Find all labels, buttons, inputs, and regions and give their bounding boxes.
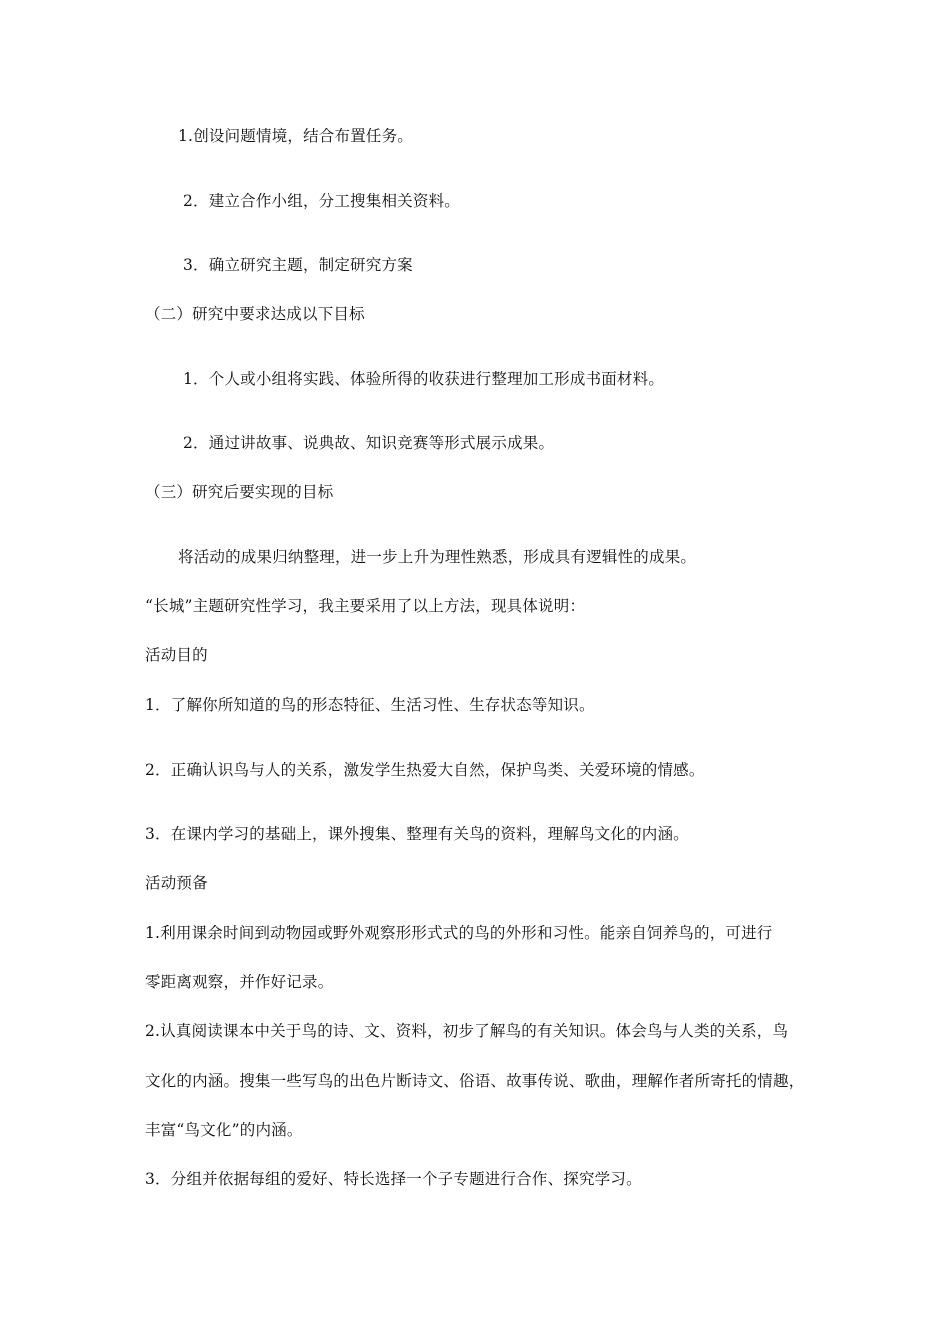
step-before-1: 1.创设问题情境，结合布置任务。	[178, 127, 413, 145]
section-two-heading: （二）研究中要求达成以下目标	[145, 305, 365, 323]
prep-item-2-line-2: 文化的内涵。搜集一些写鸟的出色片断诗文、俗语、故事传说、歌曲，理解作者所寄托的情趣，	[145, 1072, 805, 1090]
step-during-2: 2．通过讲故事、说典故、知识竞赛等形式展示成果。	[183, 434, 555, 452]
purpose-item-3: 3．在课内学习的基础上，课外搜集、整理有关鸟的资料，理解鸟文化的内涵。	[145, 825, 689, 843]
prep-item-2-line-3: 丰富“鸟文化”的内涵。	[145, 1121, 303, 1139]
prep-heading: 活动预备	[145, 874, 208, 892]
step-before-2: 2．建立合作小组，分工搜集相关资料。	[183, 192, 460, 210]
prep-item-1-line-2: 零距离观察，并作好记录。	[145, 973, 334, 991]
step-during-1: 1．个人或小组将实践、体验所得的收获进行整理加工形成书面材料。	[183, 370, 665, 388]
prep-item-1-line-1: 1.利用课余时间到动物园或野外观察形形式式的鸟的外形和习性。能亲自饲养鸟的，可进行	[145, 924, 773, 942]
step-before-3: 3．确立研究主题，制定研究方案	[183, 256, 413, 274]
purpose-heading: 活动目的	[145, 646, 208, 664]
purpose-item-1: 1．了解你所知道的鸟的形态特征、生活习性、生存状态等知识。	[145, 696, 595, 714]
section-three-heading: （三）研究后要实现的目标	[145, 483, 334, 501]
prep-item-2-line-1: 2.认真阅读课本中关于鸟的诗、文、资料，初步了解鸟的有关知识。体会鸟与人类的关系，鸟	[145, 1022, 789, 1040]
after-goal-paragraph: 将活动的成果归纳整理，进一步上升为理性熟悉，形成具有逻辑性的成果。	[178, 548, 697, 566]
purpose-item-2: 2．正确认识鸟与人的关系，激发学生热爱大自然，保护鸟类、关爱环境的情感。	[145, 761, 705, 779]
great-wall-note: “长城”主题研究性学习，我主要采用了以上方法，现具体说明：	[145, 597, 586, 615]
prep-item-3: 3．分组并依据每组的爱好、特长选择一个子专题进行合作、探究学习。	[145, 1170, 642, 1188]
